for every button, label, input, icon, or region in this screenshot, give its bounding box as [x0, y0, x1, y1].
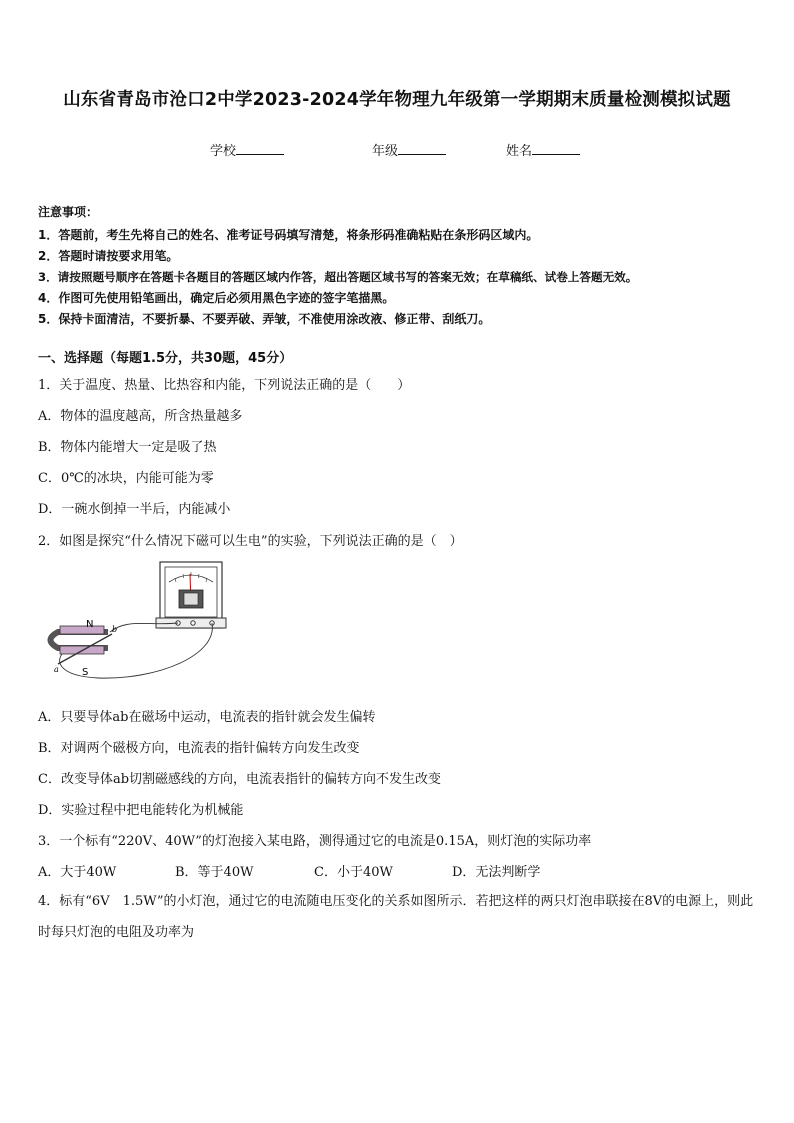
- q1-option-c: C．0℃的冰块，内能可能为零: [38, 471, 214, 486]
- pole-s-label: S: [82, 667, 89, 678]
- electromagnetic-induction-figure: [38, 560, 238, 685]
- notes-block: [38, 203, 768, 330]
- q3-options-row: [38, 861, 540, 880]
- q2-option-c: C．改变导体ab切割磁感线的方向，电流表指针的偏转方向不发生改变: [38, 772, 442, 787]
- question-2-stem: 2．如图是探究“什么情况下磁可以生电”的实验，下列说法正确的是（ ）: [38, 534, 463, 549]
- question-1-stem: 1．关于温度、热量、比热容和内能，下列说法正确的是（ ）: [38, 378, 411, 393]
- q3-option-d: D．无法判断学: [452, 865, 541, 880]
- note-item: 1．答题前，考生先将自己的姓名、准考证号码填写清楚，将条形码准确粘贴在条形码区域内。: [38, 228, 539, 242]
- school-blank[interactable]: [236, 142, 284, 155]
- name-label: 姓名: [506, 144, 533, 159]
- question-4-stem: 4．标有“6V 1.5W”的小灯泡，通过它的电流随电压变化的关系如图所示．若把这样的两只灯泡串联接在8V的电源上，则此时每只灯泡的电阻及功率为: [38, 894, 754, 940]
- point-b-label: b: [112, 625, 118, 634]
- galvanometer-icon: [156, 562, 226, 628]
- exam-title: 山东省青岛市沧口2中学2023-2024学年物理九年级第一学期期末质量检测模拟试题: [63, 90, 731, 110]
- grade-blank[interactable]: [398, 142, 446, 155]
- grade-label: 年级: [372, 144, 399, 159]
- q1-option-a: A．物体的温度越高，所含热量越多: [38, 409, 243, 424]
- name-field[interactable]: [506, 140, 580, 159]
- question-3-stem: 3．一个标有“220V、40W”的灯泡接入某电路，测得通过它的电流是0.15A，则灯泡的实际功率: [38, 834, 592, 849]
- q2-option-a: A．只要导体ab在磁场中运动，电流表的指针就会发生偏转: [38, 710, 376, 725]
- grade-field[interactable]: [372, 140, 446, 159]
- school-label: 学校: [210, 144, 237, 159]
- note-item: 5．保持卡面清洁，不要折暴、不要弄破、弄皱，不准使用涂改液、修正带、刮纸刀。: [38, 312, 491, 326]
- q1-option-d: D．一碗水倒掉一半后，内能减小: [38, 502, 231, 517]
- point-a-label: a: [54, 665, 59, 674]
- notes-heading: 注意事项：: [38, 205, 99, 219]
- section-heading: 一、选择题（每题1.5分，共30题，45分）: [38, 351, 293, 366]
- q1-option-b: B．物体内能增大一定是吸了热: [38, 440, 217, 455]
- note-item: 3．请按照题号顺序在答题卡各题目的答题区域内作答，超出答题区域书写的答案无效；在草稿纸、试卷上答题无效。: [38, 270, 638, 284]
- induction-apparatus-drawing: [38, 560, 238, 685]
- q2-option-b: B．对调两个磁极方向，电流表的指针偏转方向发生改变: [38, 741, 360, 756]
- u-magnet-icon: [51, 626, 109, 654]
- q2-option-d: D．实验过程中把电能转化为机械能: [38, 803, 244, 818]
- note-item: 2．答题时请按要求用笔。: [38, 249, 179, 263]
- name-blank[interactable]: [532, 142, 580, 155]
- q3-option-b: B．等于40W: [175, 865, 254, 880]
- school-field[interactable]: [210, 140, 284, 159]
- q3-option-a: A．大于40W: [38, 865, 117, 880]
- q3-option-c: C．小于40W: [314, 865, 393, 880]
- pole-n-label: N: [86, 619, 94, 630]
- note-item: 4．作图可先使用铅笔画出，确定后必须用黑色字迹的签字笔描黑。: [38, 291, 395, 305]
